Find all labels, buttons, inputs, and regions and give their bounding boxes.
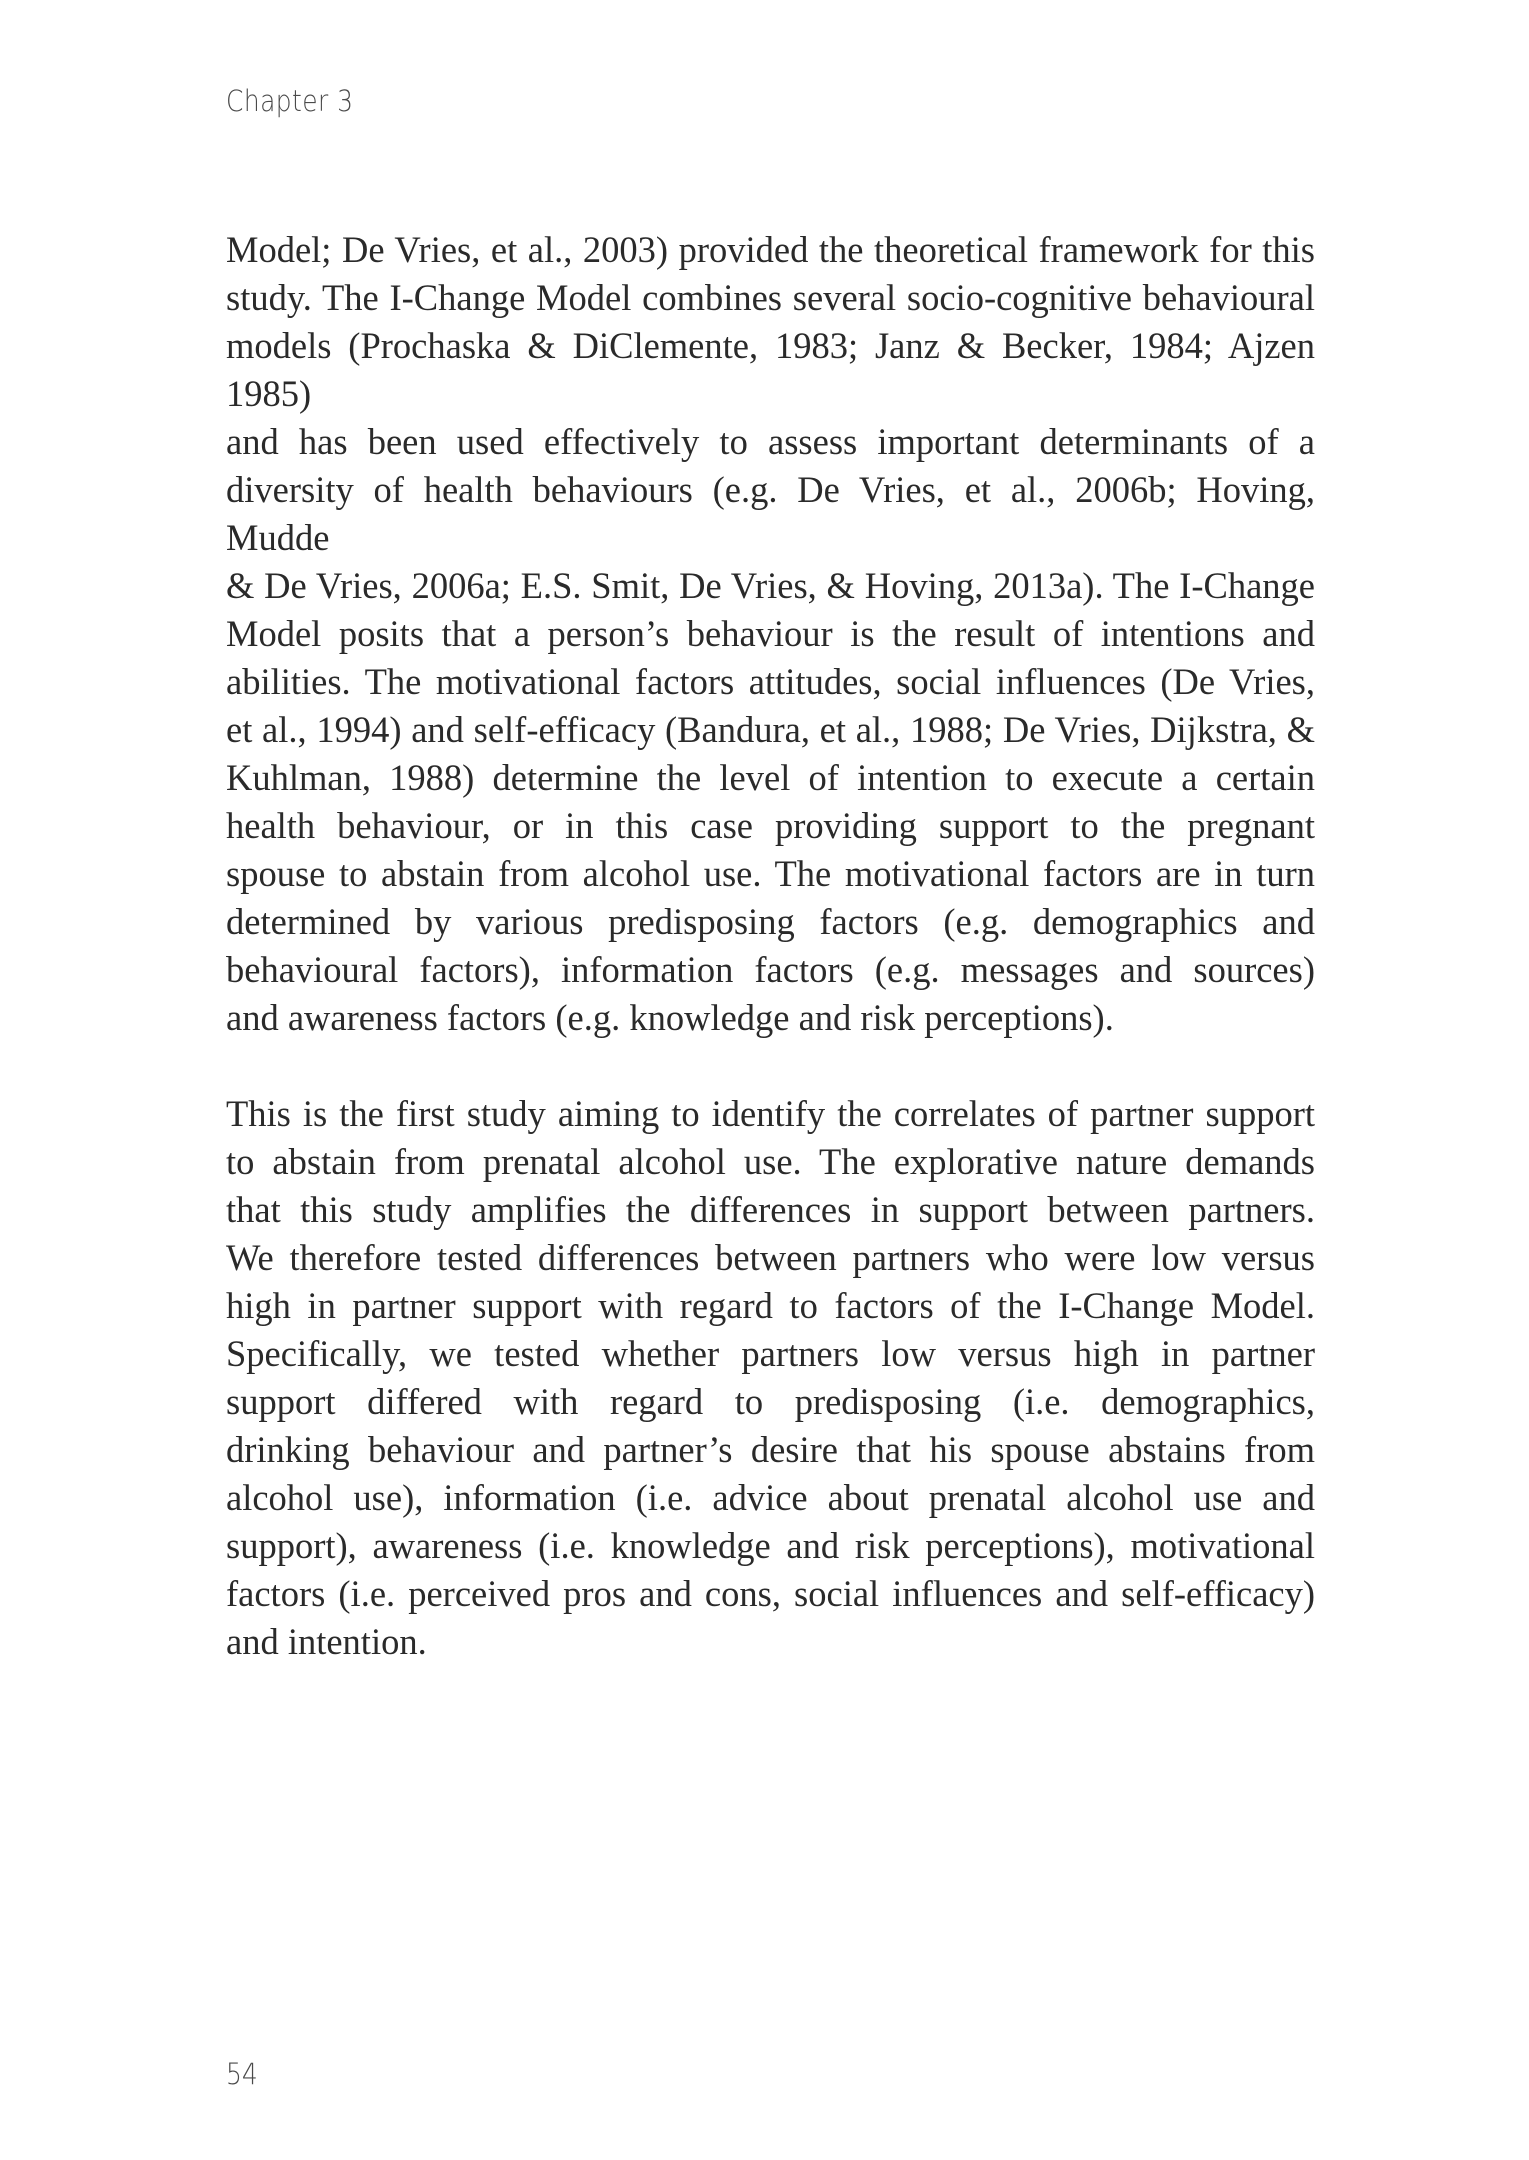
text-line: drinking behaviour and partner’s desire that his spouse abstains from	[226, 1429, 1315, 1470]
text-line: Specifically, we tested whether partners low versus high in partner	[226, 1333, 1315, 1374]
text-line: and intention.	[226, 1621, 427, 1662]
text-line: models (Prochaska & DiClemente, 1983; Janz & Becker, 1984; Ajzen 1985)	[226, 325, 1315, 414]
text-line: factors (i.e. perceived pros and cons, social influences and self-efficacy)	[226, 1573, 1315, 1614]
text-line: support differed with regard to predisposing (i.e. demographics,	[226, 1381, 1315, 1422]
text-line: support), awareness (i.e. knowledge and risk perceptions), motivational	[226, 1525, 1315, 1566]
paragraph-framework	[226, 226, 1315, 1042]
text-line: & De Vries, 2006a; E.S. Smit, De Vries, & Hoving, 2013a). The I-Change	[226, 565, 1315, 606]
text-line: study. The I-Change Model combines several socio-cognitive behavioural	[226, 277, 1315, 318]
text-line: Model posits that a person’s behaviour is the result of intentions and	[226, 613, 1315, 654]
text-line: This is the first study aiming to identify the correlates of partner support	[226, 1093, 1315, 1134]
text-line: behavioural factors), information factors (e.g. messages and sources)	[226, 949, 1315, 990]
text-line: Model; De Vries, et al., 2003) provided the theoretical framework for this	[226, 229, 1315, 270]
text-line: et al., 1994) and self-efficacy (Bandura, et al., 1988; De Vries, Dijkstra, &	[226, 709, 1315, 750]
body-text	[226, 226, 1315, 1666]
text-line: that this study amplifies the differences in support between partners.	[226, 1189, 1315, 1230]
text-line: determined by various predisposing factors (e.g. demographics and	[226, 901, 1315, 942]
text-line: and has been used effectively to assess important determinants of a	[226, 421, 1315, 462]
text-line: health behaviour, or in this case providing support to the pregnant	[226, 805, 1315, 846]
text-line: We therefore tested differences between partners who were low versus	[226, 1237, 1315, 1278]
text-line: spouse to abstain from alcohol use. The motivational factors are in turn	[226, 853, 1315, 894]
text-line: Kuhlman, 1988) determine the level of intention to execute a certain	[226, 757, 1315, 798]
text-line: diversity of health behaviours (e.g. De Vries, et al., 2006b; Hoving, Mudde	[226, 469, 1315, 558]
paragraph-study-aim	[226, 1090, 1315, 1666]
text-line: abilities. The motivational factors attitudes, social influences (De Vries,	[226, 661, 1315, 702]
text-line: and awareness factors (e.g. knowledge and risk perceptions).	[226, 997, 1114, 1038]
text-line: to abstain from prenatal alcohol use. The explorative nature demands	[226, 1141, 1315, 1182]
running-header-chapter: Chapter 3	[226, 84, 354, 118]
page-number: 54	[226, 2057, 258, 2091]
text-line: alcohol use), information (i.e. advice about prenatal alcohol use and	[226, 1477, 1315, 1518]
text-line: high in partner support with regard to factors of the I-Change Model.	[226, 1285, 1315, 1326]
